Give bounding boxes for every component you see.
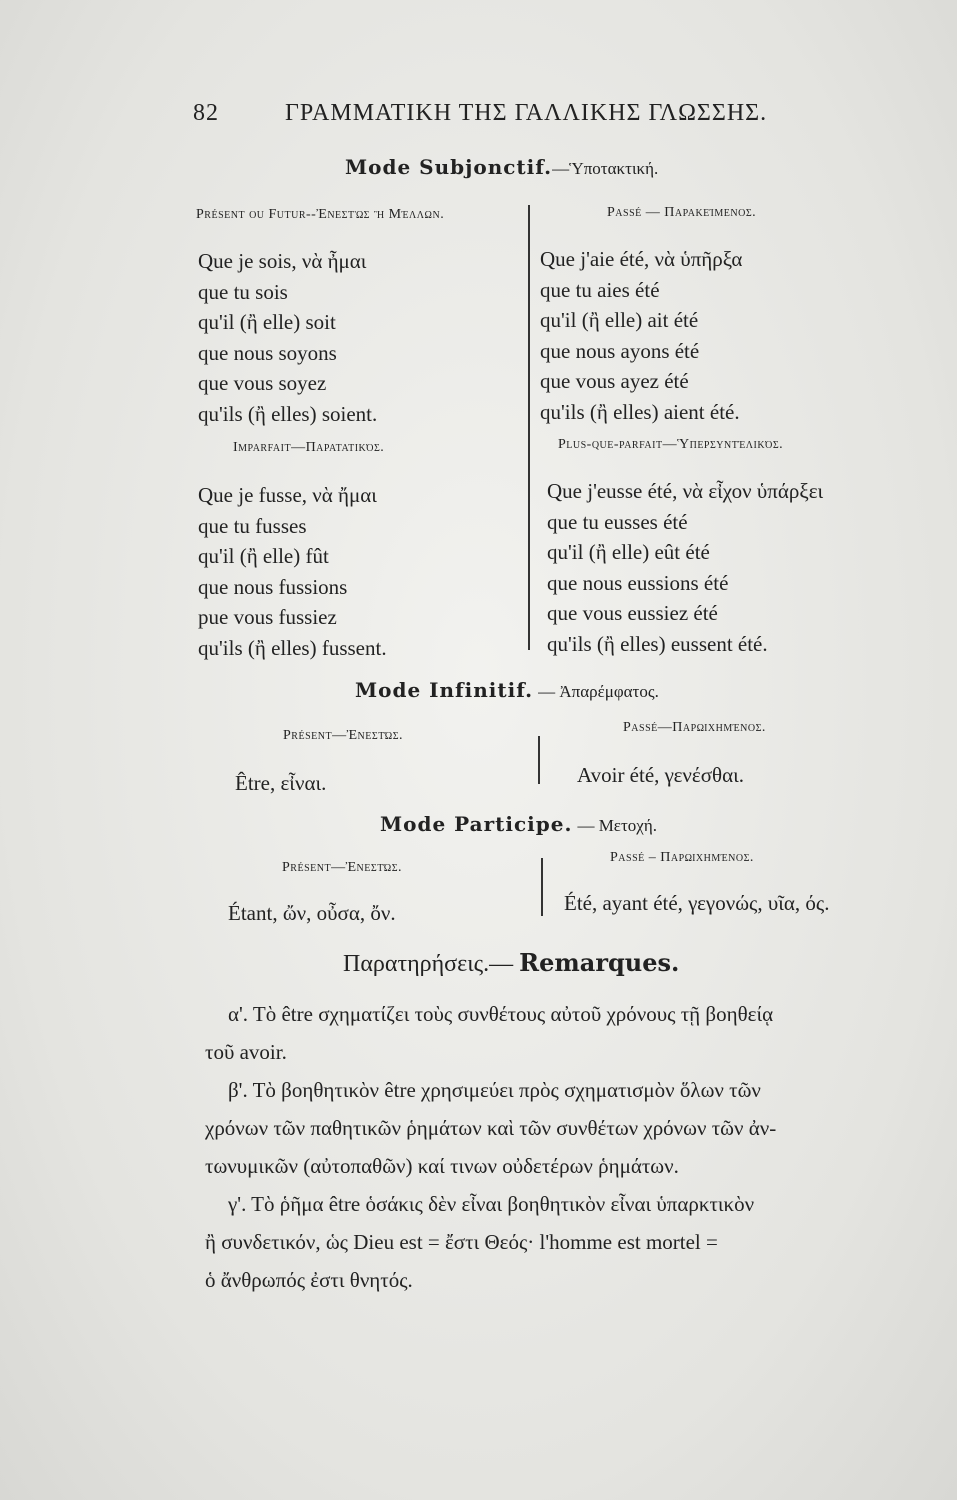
subjonctif-title-greek: —Ὑποτακτική. [552,159,659,178]
part-passe-heading: Passé – Παρῳχημένος. [610,850,754,865]
remarques-title-greek: Παρατηρήσεις.— [343,951,514,977]
conjugation-line: qu'il (ἢ elle) soit [198,310,336,334]
conjugation-line: qu'il (ἢ elle) fût [198,544,329,568]
participe-title [380,812,657,837]
conjugation-line: pue vous fussiez [198,605,337,629]
conjugation-line: que nous eussions été [547,570,729,595]
inf-passe-heading: Passé—Παρῳχημένος. [623,720,766,735]
subjonctif-title-fr: Mode Subjonctif. [345,155,553,179]
conjugation-line: que tu sois [198,279,288,304]
remark-line: χρόνων τῶν παθητικῶν ῥημάτων καὶ τῶν συνθέτων χρόνων τῶν ἀν- [205,1116,777,1140]
participe-divider [541,858,543,916]
conjugation-line: qu'ils (ἢ elles) aient été. [540,399,740,424]
conjugation-line: qu'ils (ἢ elles) soient. [198,401,378,426]
inf-present-line: Être, εἶναι. [235,771,327,795]
remark-line: ἢ συνδετικόν, ὡς Dieu est = ἔστι Θεός· l'homme est mortel = [205,1230,718,1254]
conjugation-line: Que j'aie été, νὰ ὑπῆρξα [540,247,743,271]
remarques-body [205,995,776,1299]
infinitif-title-greek: — Ἀπαρέμφατος. [538,682,659,701]
remark-line: τωνυμικῶν (αὐτοπαθῶν) καί τινων οὐδετέρων ῥημάτων. [205,1154,679,1178]
subj-pqp-heading: Plus-que-parfait—Ὑπερσυντέλικός. [558,437,784,452]
conjugation-line: que tu eusses été [547,509,688,534]
remark-line: β'. Τὸ βοηθητικὸν être χρησιμεύει πρὸς σχηματισμὸν ὅλων τῶν [228,1078,761,1102]
conjugation-line: qu'ils (ἢ elles) fussent. [198,635,387,660]
conjugation-line: Que je fusse, νὰ ἤμαι [198,483,377,507]
subj-passe-heading: Passé — Παρακείμενος. [607,205,757,220]
conjugation-line: que nous ayons été [540,338,700,363]
conjugation-line: qu'il (ἢ elle) eût été [547,540,710,564]
conjugation-line: Que je sois, νὰ ἦμαι [198,249,367,273]
subj-imparfait-lines [198,480,387,663]
inf-passe-line: Avoir été, γενέσθαι. [577,763,744,787]
column-divider [528,205,530,650]
part-present-heading: Présent—Ἐνεστώς. [282,860,403,875]
conjugation-line: qu'ils (ἢ elles) eussent été. [547,631,768,656]
subj-present-lines [198,246,377,429]
subj-imparfait-heading: Imparfait—Παρατατικός. [233,440,385,455]
participe-title-fr: Mode Participe. [380,812,573,836]
conjugation-line: qu'il (ἢ elle) ait été [540,308,699,332]
page-number: 82 [193,100,219,126]
conjugation-line: Que j'eusse été, νὰ εἶχον ὑπάρξει [547,479,824,503]
part-passe-line: Été, ayant été, γεγονώς, υῖα, ός. [564,891,830,915]
conjugation-line: que nous fussions [198,574,348,599]
subjonctif-title [345,155,658,180]
inf-present-heading: Présent—Ἐνεστώς. [283,728,404,743]
conjugation-line: que nous soyons [198,340,337,365]
participe-title-greek: — Μετοχή. [577,816,657,835]
subj-pqp-lines [547,476,823,659]
remarques-title [343,948,679,978]
part-present-line: Étant, ὤν, οὖσα, ὄν. [228,901,396,925]
remark-line: α'. Τὸ être σχηματίζει τοὺς συνθέτους αὐτοῦ χρόνους τῇ βοηθείᾳ [228,1002,774,1026]
conjugation-line: que vous ayez été [540,369,689,393]
infinitif-title [355,678,659,703]
subj-present-heading: Présent ou Futur--Ἐνεστὼς ἢ Μέλλων. [196,207,445,222]
conjugation-line: que tu aies été [540,277,660,302]
remark-line: ὁ ἄνθρωπός ἐστι θνητός. [205,1268,413,1292]
infinitif-title-fr: Mode Infinitif. [355,678,534,702]
conjugation-line: que tu fusses [198,513,307,538]
conjugation-line: que vous eussiez été [547,601,718,625]
infinitif-divider [538,736,540,784]
conjugation-line: que vous soyez [198,371,327,395]
remark-line: τοῦ avoir. [205,1040,287,1064]
remarques-title-fr: Remarques. [519,948,680,977]
subj-passe-lines [540,244,742,427]
remark-line: γ'. Τὸ ῥῆμα être ὁσάκις δὲν εἶναι βοηθητικὸν εἶναι ὑπαρκτικὸν [228,1192,755,1216]
running-title: ΓΡΑΜΜΑΤΙΚΗ ΤΗΣ ΓΑΛΛΙΚΗΣ ΓΛΩΣΣΗΣ. [285,100,768,126]
